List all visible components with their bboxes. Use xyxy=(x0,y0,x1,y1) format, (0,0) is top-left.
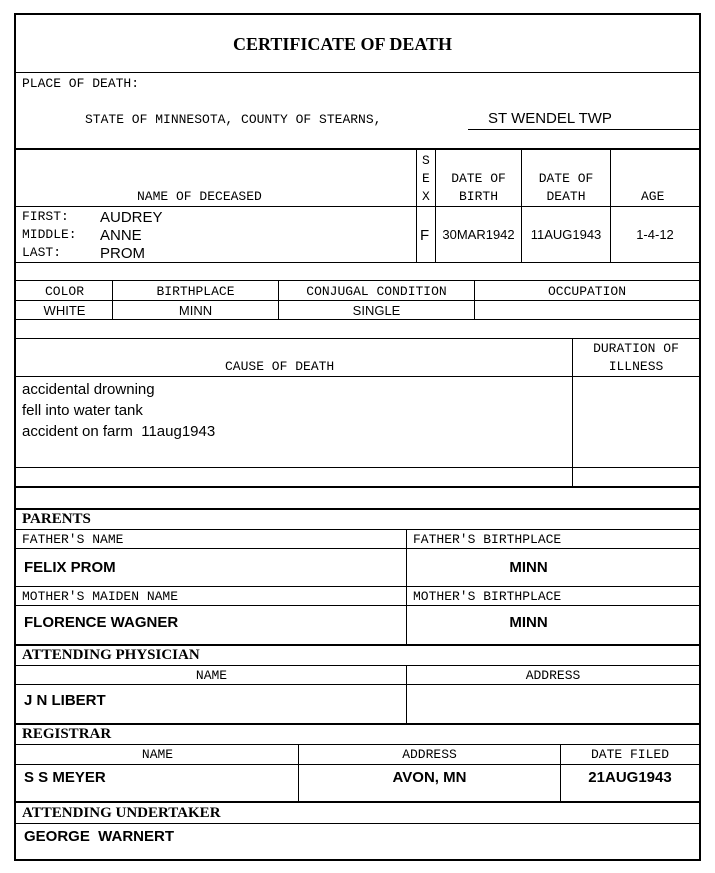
divider xyxy=(16,148,699,150)
first-name-value: AUDREY xyxy=(100,209,163,226)
divider xyxy=(16,206,699,207)
divider xyxy=(16,684,699,685)
date-of-birth-header-line2: BIRTH xyxy=(458,189,498,204)
sex-value: F xyxy=(420,227,430,244)
divider xyxy=(16,605,699,606)
color-value: WHITE xyxy=(43,303,86,318)
divider xyxy=(16,300,699,301)
divider xyxy=(16,586,699,587)
date-filed-value: 21AUG1943 xyxy=(588,769,672,786)
date-of-birth-value: 30MAR1942 xyxy=(442,227,515,242)
mother-birthplace-label: MOTHER'S BIRTHPLACE xyxy=(413,589,562,604)
father-name-label: FATHER'S NAME xyxy=(22,532,124,547)
divider xyxy=(16,319,699,320)
conjugal-condition-value: SINGLE xyxy=(352,303,401,318)
age-value: 1-4-12 xyxy=(636,227,674,242)
divider xyxy=(16,376,699,377)
place-of-death-township: ST WENDEL TWP xyxy=(488,110,612,127)
place-of-death-state-county: STATE OF MINNESOTA, COUNTY OF STEARNS, xyxy=(85,112,382,127)
divider xyxy=(16,72,699,73)
date-of-birth-header-line1: DATE OF xyxy=(451,171,506,186)
place-of-death-label: PLACE OF DEATH: xyxy=(22,76,140,91)
physician-address-label: ADDRESS xyxy=(525,668,581,683)
birthplace-value: MINN xyxy=(178,303,213,318)
divider xyxy=(16,338,699,339)
sex-header-e: E xyxy=(422,171,430,186)
divider xyxy=(16,508,699,510)
divider xyxy=(16,723,699,725)
divider xyxy=(16,548,699,549)
divider xyxy=(16,764,699,765)
date-filed-label: DATE FILED xyxy=(590,747,669,762)
divider xyxy=(16,280,699,281)
middle-name-label: MIDDLE: xyxy=(22,227,77,242)
cause-of-death-header: CAUSE OF DEATH xyxy=(225,359,335,374)
last-name-label: LAST: xyxy=(22,245,62,260)
occupation-header: OCCUPATION xyxy=(547,284,626,299)
birthplace-header: BIRTHPLACE xyxy=(156,284,235,299)
mother-maiden-name-value: FLORENCE WAGNER xyxy=(24,614,179,631)
registrar-address-value: AVON, MN xyxy=(392,769,467,786)
mother-maiden-name-label: MOTHER'S MAIDEN NAME xyxy=(22,589,179,604)
physician-name-value: J N LIBERT xyxy=(24,692,106,709)
divider xyxy=(16,744,699,745)
duration-of-illness-header-line2: ILLNESS xyxy=(608,359,664,374)
certificate-title: CERTIFICATE OF DEATH xyxy=(233,34,453,54)
date-of-death-header-line2: DEATH xyxy=(546,189,586,204)
cause-line-1: accidental drowning xyxy=(22,381,155,398)
father-birthplace-label: FATHER'S BIRTHPLACE xyxy=(413,532,562,547)
divider xyxy=(16,262,699,263)
cause-line-2: fell into water tank xyxy=(22,402,143,419)
sex-header-s: S xyxy=(422,153,430,168)
physician-name-label: NAME xyxy=(195,668,228,683)
first-name-label: FIRST: xyxy=(22,209,69,224)
parents-section-heading: PARENTS xyxy=(22,511,91,527)
undertaker-section-heading: ATTENDING UNDERTAKER xyxy=(22,805,221,821)
duration-of-illness-header-line1: DURATION OF xyxy=(593,341,679,356)
registrar-name-label: NAME xyxy=(141,747,174,762)
registrar-name-value: S S MEYER xyxy=(24,769,106,786)
color-header: COLOR xyxy=(44,284,84,299)
mother-birthplace-value: MINN xyxy=(509,614,548,631)
divider xyxy=(16,665,699,666)
place-of-death-underline xyxy=(468,129,699,130)
registrar-address-label: ADDRESS xyxy=(402,747,457,762)
divider xyxy=(16,467,699,468)
name-of-deceased-header: NAME OF DECEASED xyxy=(137,189,262,204)
divider xyxy=(16,486,699,488)
middle-name-value: ANNE xyxy=(100,227,142,244)
undertaker-name-value: GEORGE WARNERT xyxy=(24,828,175,845)
father-birthplace-value: MINN xyxy=(509,559,548,576)
divider xyxy=(16,801,699,803)
date-of-death-header-line1: DATE OF xyxy=(538,171,594,186)
physician-section-heading: ATTENDING PHYSICIAN xyxy=(22,647,200,663)
divider xyxy=(16,644,699,646)
last-name-value: PROM xyxy=(100,245,145,262)
age-header: AGE xyxy=(641,189,665,204)
conjugal-condition-header: CONJUGAL CONDITION xyxy=(306,284,447,299)
divider xyxy=(16,529,699,530)
divider xyxy=(16,823,699,824)
registrar-section-heading: REGISTRAR xyxy=(22,726,112,742)
sex-header-x: X xyxy=(422,189,430,204)
date-of-death-value: 11AUG1943 xyxy=(530,227,602,242)
father-name-value: FELIX PROM xyxy=(24,559,116,576)
cause-line-3: accident on farm 11aug1943 xyxy=(22,423,216,440)
